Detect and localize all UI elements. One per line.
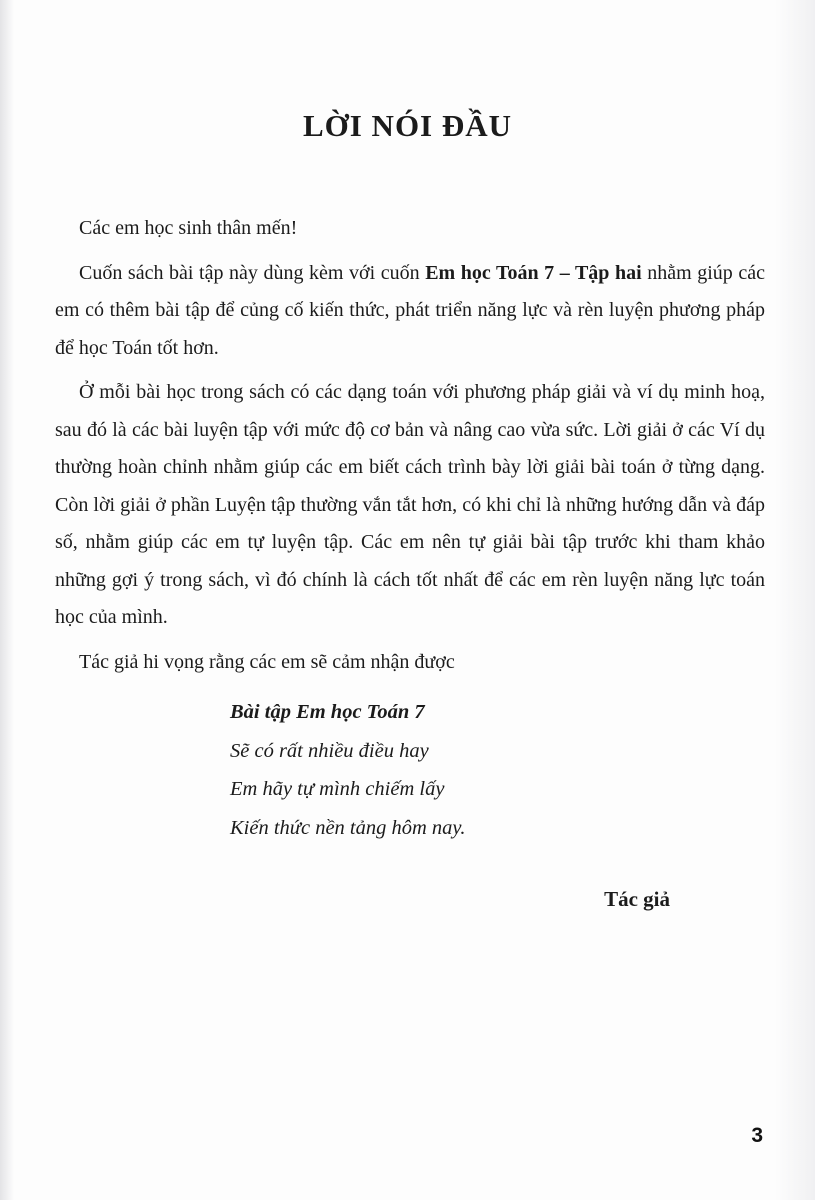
verse-line: Bài tập Em học Toán 7 — [230, 701, 425, 723]
intro-suffix-text: nhằm giúp các em có thêm bài tập để củng cố kiến thức, phát triển năng lực và rèn luyện phương pháp để học Toán tốt hơn. — [55, 261, 766, 359]
verse-line: Sẽ có rất nhiều điều hay — [230, 739, 429, 762]
verse-block — [230, 693, 765, 847]
paragraph-intro — [55, 255, 765, 368]
verse-line: Kiến thức nền tảng hôm nay. — [230, 816, 466, 839]
page-number: 3 — [751, 1124, 763, 1147]
author-signature: Tác giả — [604, 887, 670, 911]
page-title: LỜI NÓI ĐẦU — [302, 108, 513, 143]
book-title-reference: Em học Toán 7 – Tập hai — [425, 261, 642, 284]
page-body — [0, 210, 815, 912]
greeting-line: Các em học sinh thân mến! — [79, 217, 298, 239]
paragraph-hope: Tác giả hi vọng rằng các em sẽ cảm nhận được — [79, 650, 455, 673]
intro-prefix-text: Cuốn sách bài tập này dùng kèm với cuốn — [79, 261, 426, 284]
paragraph-method: Ở mỗi bài học trong sách có các dạng toán với phương pháp giải và ví dụ minh hoạ, sau đó là các bài luyện tập với mức độ cơ bản và nâng cao vừa sức. Lời giải ở các Ví dụ thường hoàn chỉnh nhằm giúp các em biết cách trình bày lời giải bài toán ở từng dạng. Còn lời giải ở phần Luyện tập thường vắn tắt hơn, có khi chỉ là những hướng dẫn và đáp số, nhằm giúp các em tự luyện tập. Các em nên tự giải bài tập trước khi tham khảo những gợi ý trong sách, vì đó chính là cách tốt nhất để các em rèn luyện năng lực toán học của mình. — [55, 381, 765, 628]
verse-line: Em hãy tự mình chiếm lấy — [230, 778, 445, 800]
